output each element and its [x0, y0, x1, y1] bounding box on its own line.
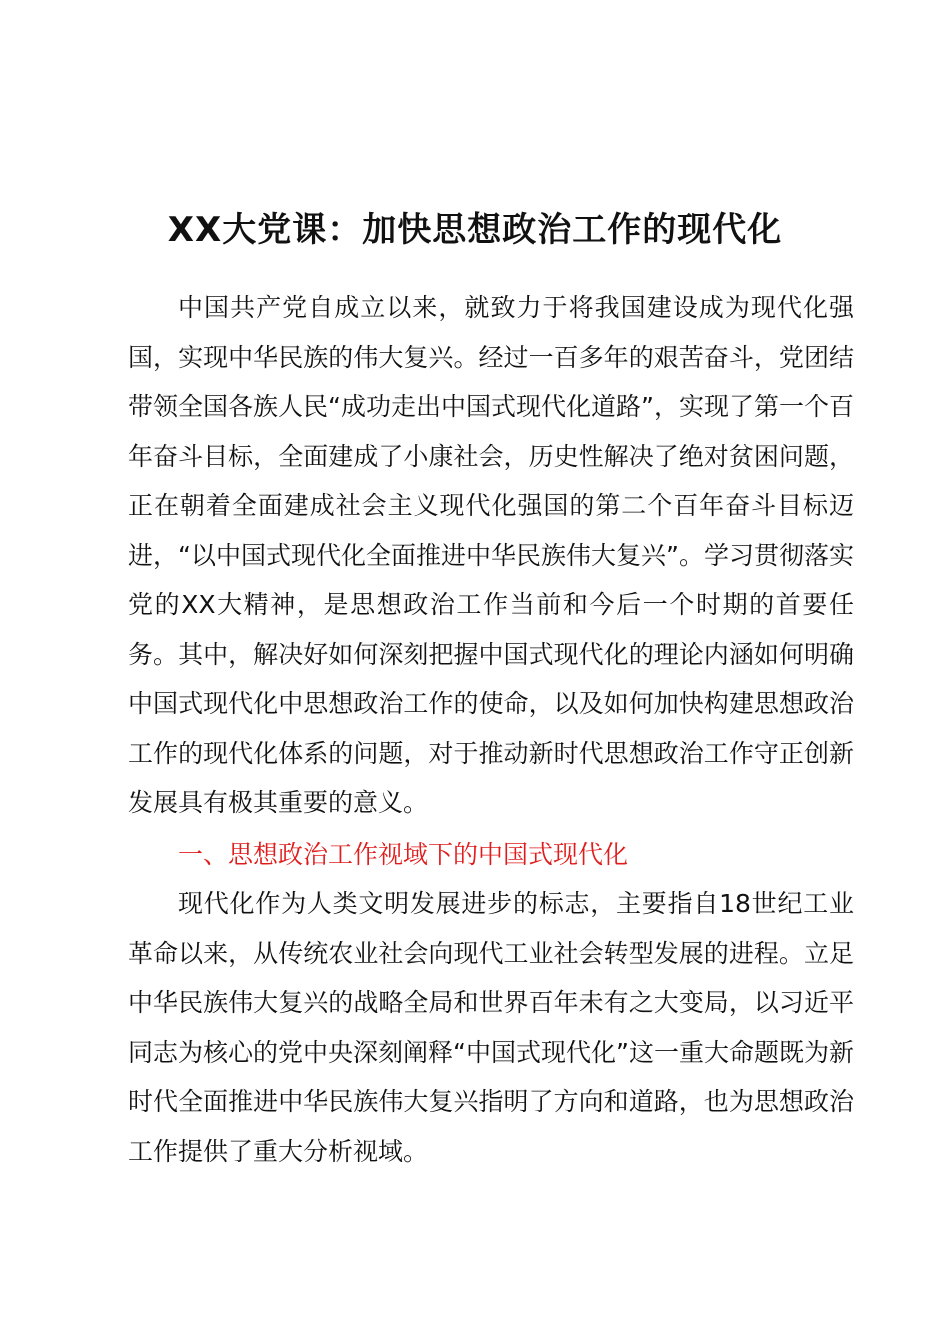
intro-paragraph: 中国共产党自成立以来，就致力于将我国建设成为现代化强国，实现中华民族的伟大复兴。经过一百多年的艰苦奋斗，党团结带领全国各族人民“成功走出中国式现代化道路”，实现了第一个百年奋斗目标，全面建成了小康社会，历史性解决了绝对贫困问题，正在朝着全面建成社会主义现代化强国的第二个百年奋斗目标迈进，“以中国式现代化全面推进中华民族伟大复兴”。学习贯彻落实党的XX大精神，是思想政治工作当前和今后一个时期的首要任务。其中，解决好如何深刻把握中国式现代化的理论内涵如何明确中国式现代化中思想政治工作的使命，以及如何加快构建思想政治工作的现代化体系的问题，对于推动新时代思想政治工作守正创新发展具有极其重要的意义。 — [128, 293, 854, 817]
document-title: XX大党课：加快思想政治工作的现代化 — [167, 210, 783, 250]
section-heading: 一、思想政治工作视域下的中国式现代化 — [178, 840, 629, 869]
section-paragraph: 现代化作为人类文明发展进步的标志，主要指自18世纪工业革命以来，从传统农业社会向现代工业社会转型发展的进程。立足中华民族伟大复兴的战略全局和世界百年未有之大变局，以习近平同志为核心的党中央深刻阐释“中国式现代化”这一重大命题既为新时代全面推进中华民族伟大复兴指明了方向和道路，也为思想政治工作提供了重大分析视域。 — [128, 889, 854, 1166]
